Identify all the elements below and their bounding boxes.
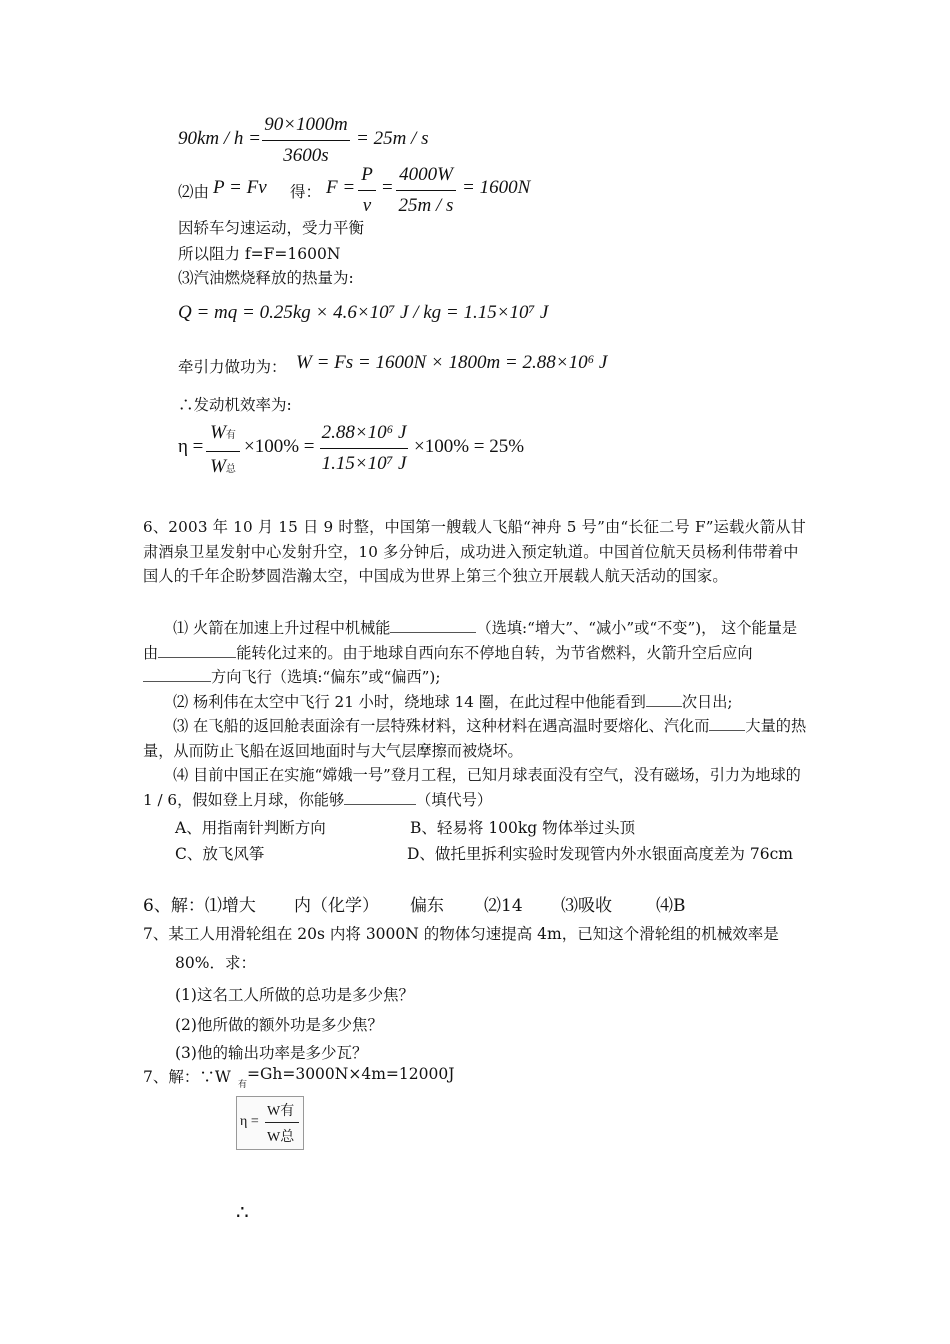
efficiency-formula-image xyxy=(236,1096,304,1150)
q6-part3 xyxy=(143,714,809,763)
force-fraction xyxy=(396,162,456,219)
speed-denominator: 3600s xyxy=(283,145,329,166)
therefore-symbol: ∴ xyxy=(236,1200,249,1224)
q6-p4-text-a: ⑷ 目前中国正在实施“嫦娥一号”登月工程，已知月球表面没有空气，没有磁场，引力为地球的 1 / 6，假如登上月球，你能够 xyxy=(143,766,801,809)
times-100: ×100% = xyxy=(244,436,315,457)
power-formula: P = Fv xyxy=(213,177,267,198)
option-b: B、轻易将 100kg 物体举过头顶 xyxy=(410,819,636,837)
ans7-label: 7、解：∵W xyxy=(143,1068,231,1086)
q6-p1-text-c: 能转化过来的。由于地球自西向东不停地自转，为节省燃料，火箭升空后应向 xyxy=(236,643,753,662)
option-d: D、做托里拆利实验时发现管内外水银面高度差为 76cm xyxy=(407,845,793,863)
fraction-bar xyxy=(358,190,376,191)
q6-p1-text-a: ⑴ 火箭在加速上升过程中机械能 xyxy=(173,619,391,637)
q6-part2 xyxy=(143,690,809,715)
answer-blank[interactable] xyxy=(344,790,416,805)
ans6-label: 6、解：⑴增大 xyxy=(143,896,256,916)
q7-stem: 7、某工人用滑轮组在 20s 内将 3000N 的物体匀速提高 4m，已知这个滑轮组的机械效率是 xyxy=(143,925,779,943)
resistance-line: 所以阻力 f=F=1600N xyxy=(178,245,341,263)
q6-p1-text-d: 方向飞行（选填:“偏东”或“偏西”); xyxy=(211,668,441,686)
p-symbol: P xyxy=(361,164,373,185)
subscript-useful: 有 xyxy=(225,430,236,441)
fraction-bar xyxy=(206,451,240,452)
q7-sub2: (2)他所做的额外功是多少焦？ xyxy=(175,1016,383,1034)
ans7-subscript: 有 xyxy=(238,1080,248,1090)
ans6-sunrises: ⑵14 xyxy=(484,896,523,916)
q7-sub1: (1)这名工人所做的总功是多少焦？ xyxy=(175,986,414,1004)
answer-blank[interactable] xyxy=(709,716,745,731)
fraction-bar xyxy=(262,140,350,141)
q6-stem: 6、2003 年 10 月 15 日 9 时整，中国第一艘载人飞船“神舟 5 号”由“长征二号 F”运载火箭从甘肃酒泉卫星发射中心发射升空，10 多分钟后，成功进入预定轨道。中国首位航天员杨利伟带着中国人的千年企盼梦圆浩瀚太空，中国成为世界上第三个独立开展载人航天活动的国家。 xyxy=(143,518,806,585)
force-denominator: 25m / s xyxy=(398,195,454,216)
work-equation: W = Fs = 1600N × 1800m = 2.88×10⁶ J xyxy=(296,352,608,373)
answer-blank[interactable] xyxy=(158,643,236,658)
box-eta: η = xyxy=(240,1114,259,1129)
equals-sign: = xyxy=(382,177,393,198)
ans6-direction: 偏东 xyxy=(410,896,444,916)
w-ratio-fraction xyxy=(206,420,240,483)
value-fraction xyxy=(320,420,408,477)
speed-rhs: = 25m / s xyxy=(356,128,429,149)
answer-blank[interactable] xyxy=(646,692,682,707)
box-numerator: W有 xyxy=(267,1104,295,1119)
force-prefix: ⑵由 xyxy=(178,183,210,201)
fraction-bar xyxy=(396,190,456,191)
fraction-bar xyxy=(320,448,408,449)
option-c: C、放飞风筝 xyxy=(175,845,265,863)
q6-p2-text-b: 次日出; xyxy=(681,693,733,711)
force-de: 得： xyxy=(290,183,322,201)
q7-sub3: (3)他的输出功率是多少瓦？ xyxy=(175,1044,368,1062)
subscript-total: 总 xyxy=(225,464,236,475)
force-lhs: F = xyxy=(326,177,356,198)
q6-p1-text-b: （选填:“增大”、“减小”或“不变”)， 这个能量是由 xyxy=(143,619,798,662)
speed-lhs: 90km / h = xyxy=(178,128,262,149)
eta-lhs: η = xyxy=(178,436,204,457)
w-total: W xyxy=(210,456,226,477)
speed-numerator: 90×1000m xyxy=(264,114,348,135)
q6-p3-text-a: ⑶ 在飞船的返回舱表面涂有一层特殊材料，这种材料在遇高温时要熔化、汽化而 xyxy=(173,717,710,735)
v-symbol: v xyxy=(362,195,372,216)
answer-blank[interactable] xyxy=(143,667,211,682)
box-fraction-bar xyxy=(265,1122,299,1123)
q6-part1 xyxy=(143,616,809,690)
heat-label: ⑶汽油燃烧释放的热量为: xyxy=(178,269,354,287)
box-denominator: W总 xyxy=(267,1130,295,1145)
ans7-useful-work: =Gh=3000N×4m=12000J xyxy=(247,1065,455,1083)
q6-part4 xyxy=(143,763,809,812)
answer-blank[interactable] xyxy=(390,618,476,633)
efficiency-result: ×100% = 25% xyxy=(414,436,525,457)
ans6-option: ⑷B xyxy=(656,896,686,916)
total-work-value: 1.15×10⁷ J xyxy=(321,453,407,474)
force-rhs: = 1600N xyxy=(462,177,531,198)
efficiency-label: ∴发动机效率为: xyxy=(178,396,292,414)
speed-fraction xyxy=(262,112,350,169)
ans6-energy-type: 内（化学） xyxy=(294,896,379,916)
useful-work-value: 2.88×10⁶ J xyxy=(321,422,407,443)
w-useful: W xyxy=(210,422,226,443)
q7-stem-cont: 80%．求： xyxy=(175,954,256,972)
heat-equation: Q = mq = 0.25kg × 4.6×10⁷ J / kg = 1.15×10⁷ J xyxy=(178,302,549,323)
ans6-absorb: ⑶吸收 xyxy=(561,896,612,916)
uniform-motion-line: 因轿车匀速运动，受力平衡 xyxy=(178,219,365,237)
force-numerator: 4000W xyxy=(399,164,453,185)
q6-p3-text-b: 大量的热量，从而防止飞船在返回地面时与大气层摩擦而被烧坏。 xyxy=(143,717,807,760)
q6-p2-text-a: ⑵ 杨利伟在太空中飞行 21 小时，绕地球 14 圈，在此过程中他能看到 xyxy=(173,693,646,711)
p-over-v-fraction xyxy=(358,162,376,219)
option-a: A、用指南针判断方向 xyxy=(175,819,326,837)
q6-p4-text-b: （填代号） xyxy=(416,790,493,809)
work-label: 牵引力做功为： xyxy=(178,358,287,376)
